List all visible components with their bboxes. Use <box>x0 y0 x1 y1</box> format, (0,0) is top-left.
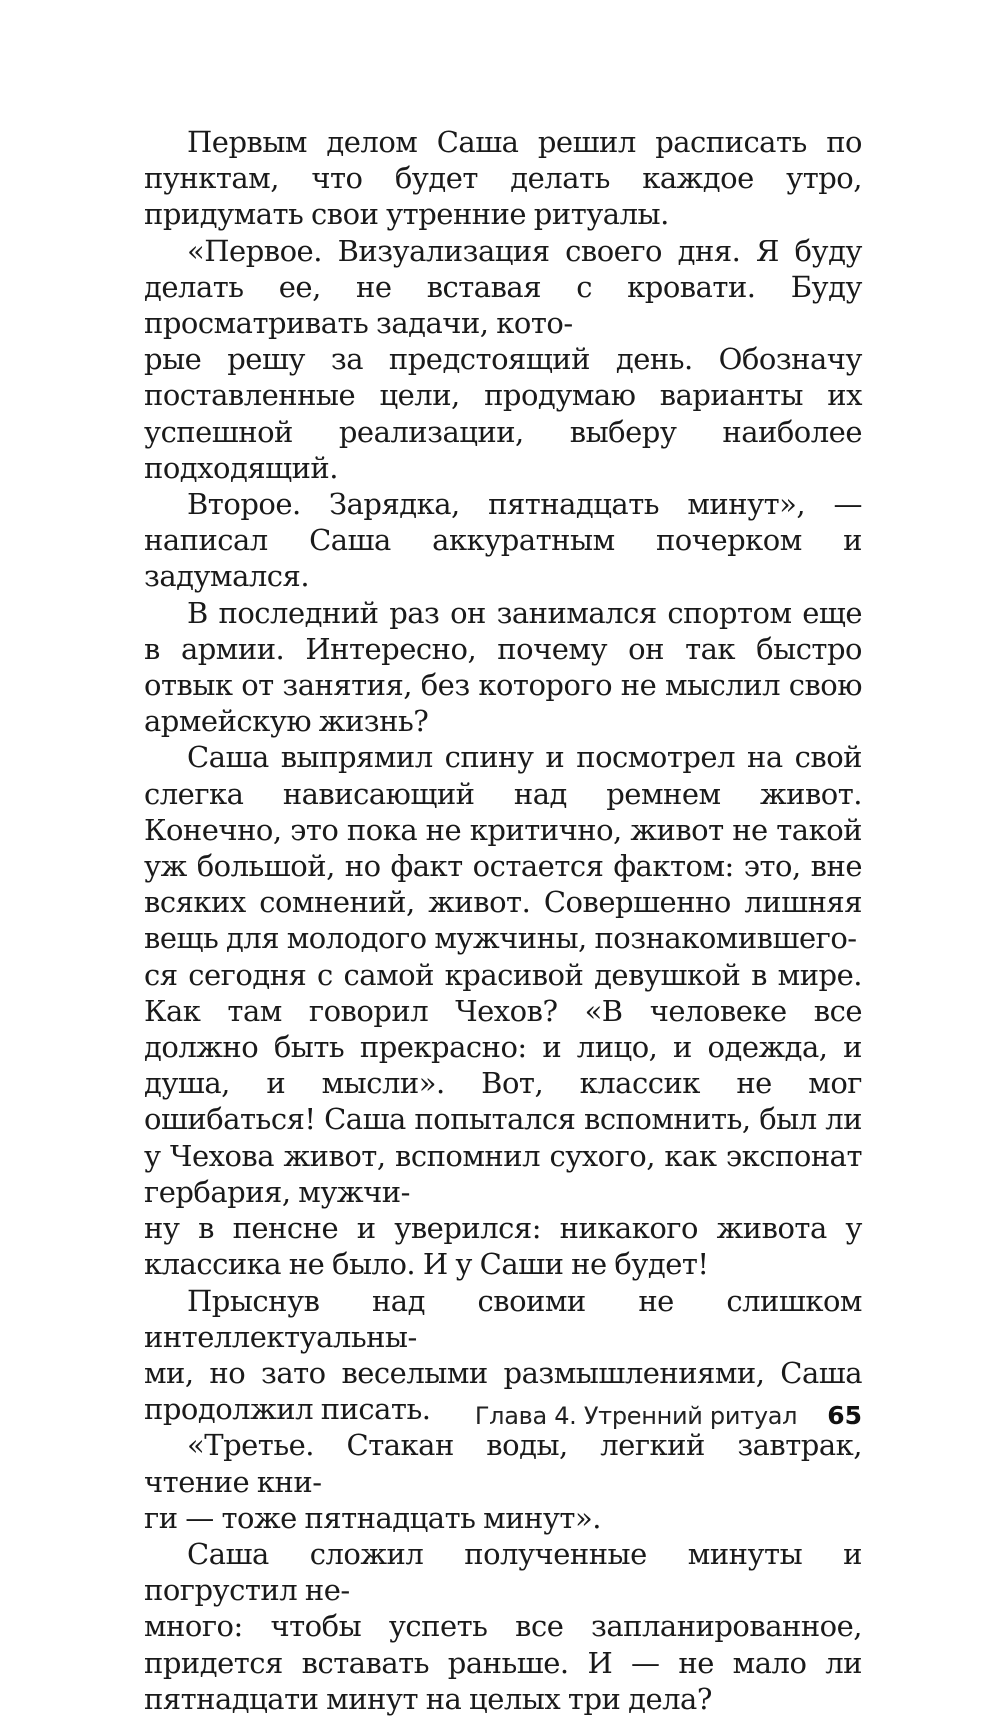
paragraph: Прыснув над своими не слишком интеллектуальны- ми, но зато веселыми размышлениями, Саша продолжил писать. <box>144 1283 862 1427</box>
paragraph: Первым делом Саша решил расписать по пунктам, что будет делать каждое утро, придумать свои утренние ритуалы. <box>144 125 862 232</box>
paragraph: Второе. Зарядка, пятнадцать минут», — написал Саша аккуратным почерком и задумался. <box>144 487 862 594</box>
page-number: 65 <box>827 1401 862 1430</box>
paragraph: Саша сложил полученные минуты и погрустил не- много: чтобы успеть все запланированное, придется вставать раньше. И — не мало ли пятнадцати минут на целых три дела? <box>144 1536 862 1716</box>
paragraph: Саша выпрямил спину и посмотрел на свой слегка нависающий над ремнем живот. Конечно, это пока не критично, живот не такой уж большой, но факт остается фактом: это, вне всяких сомнений, живот. Совершенно лишняя вещь для молодого мужчины, познакомившего- ся сегодня с самой красивой девушкой в мире. Как там говорил Чехов? «В человеке все должно быть прекрасно: и лицо, и одежда, и душа, и мысли». Вот, классик не мог ошибаться! Саша попытался вспомнить, был ли у Чехова живот, вспомнил сухого, как экспонат гербария, мужчи- ну в пенсне и уверился: никакого живота у классика не было. И у Саши не будет! <box>144 740 862 1282</box>
paragraph: В последний раз он занимался спортом еще в армии. Интересно, почему он так быстро отвык от занятия, без которого не мыслил свою армейскую жизнь? <box>144 595 862 739</box>
body-text <box>144 124 862 1717</box>
paragraph: «Первое. Визуализация своего дня. Я буду делать ее, не вставая с кровати. Буду просматривать задачи, кото- рые решу за предстоящий день. Обозначу поставленные цели, продумаю варианты их успешной реализации, выберу наиболее подходящий. <box>144 233 862 485</box>
running-head: Глава 4. Утренний ритуал <box>474 1402 798 1430</box>
page-footer <box>144 1401 862 1441</box>
paragraph: «Третье. Стакан воды, легкий завтрак, чтение кни- ги — тоже пятнадцать минут». <box>144 1428 862 1535</box>
